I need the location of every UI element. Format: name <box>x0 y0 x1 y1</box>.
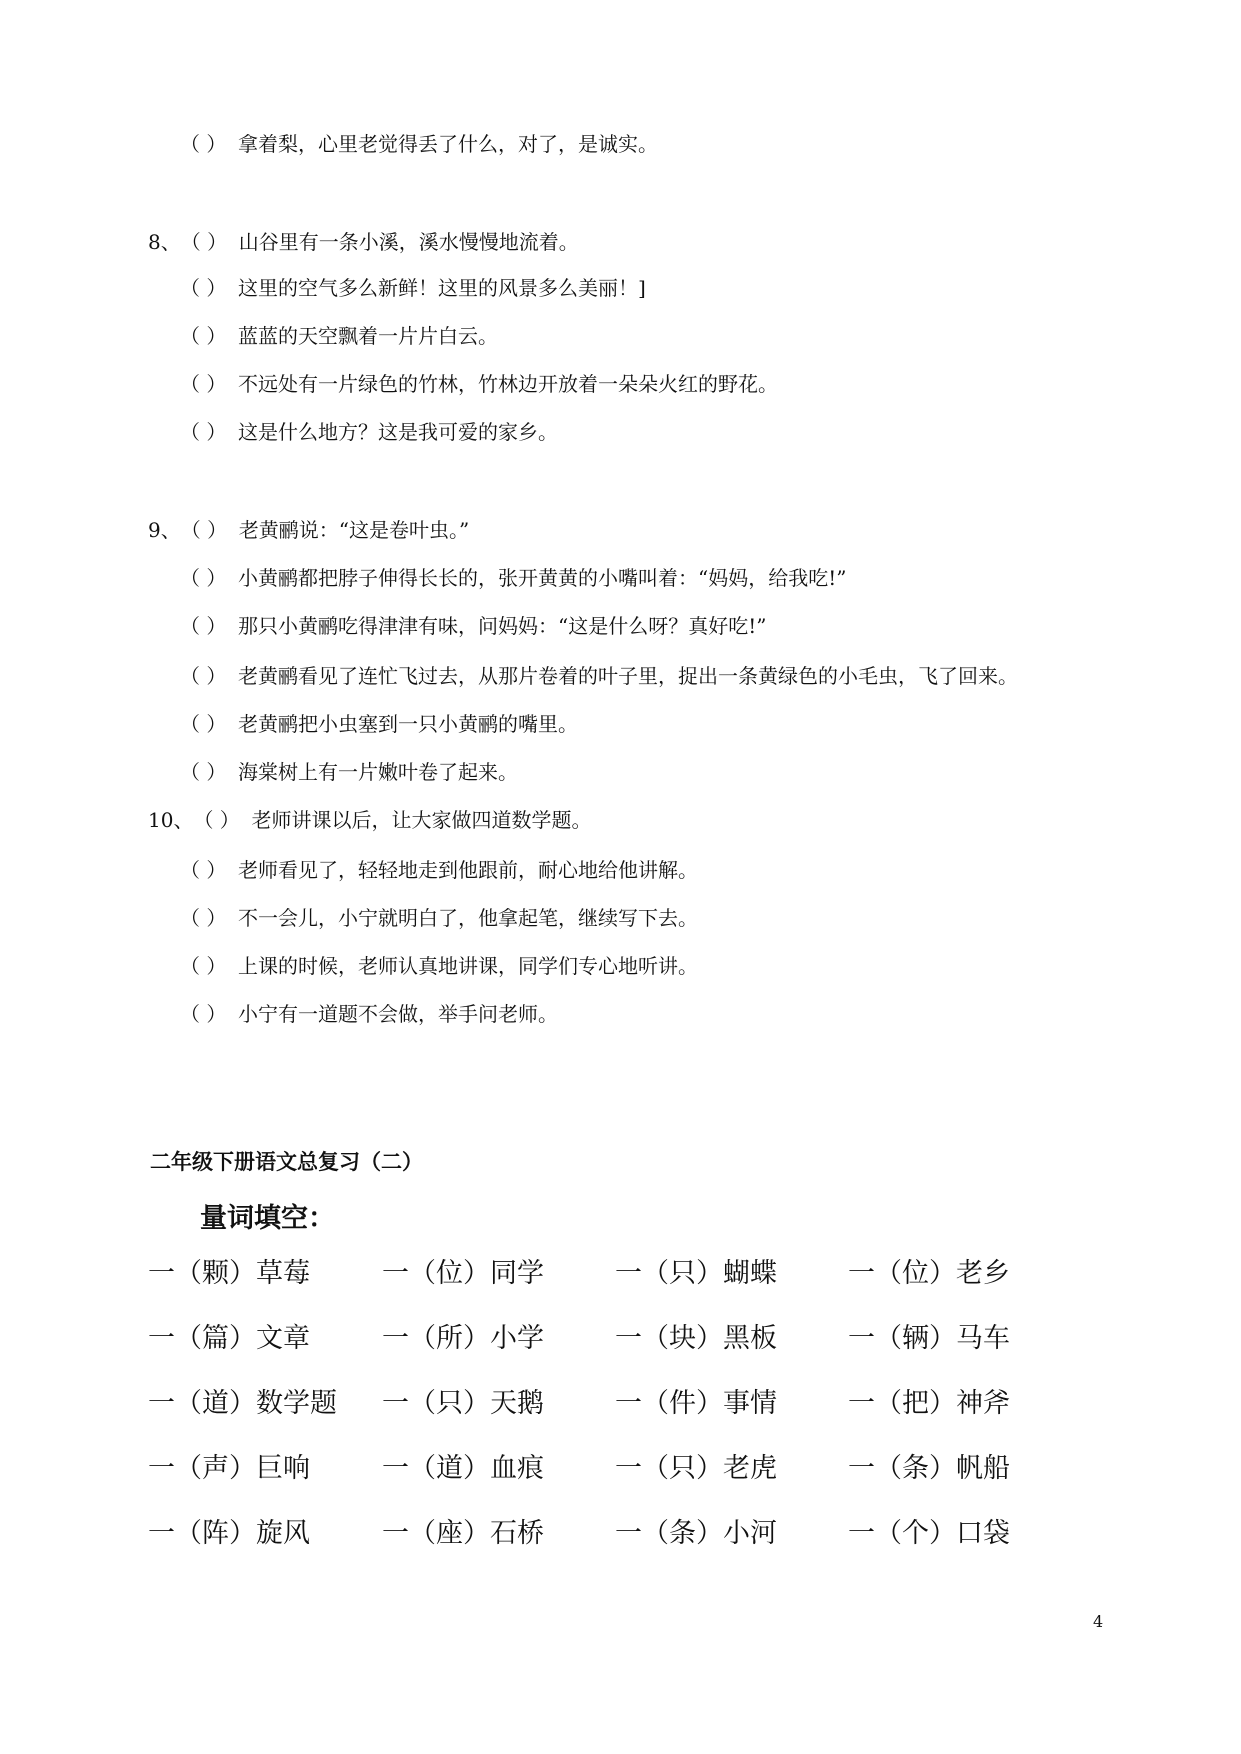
answer-parentheses: （ ） <box>180 230 228 254</box>
measure-word-item: 一（辆）马车 <box>848 1323 1010 1354</box>
answer-parentheses: （ ） <box>180 614 227 638</box>
question-8-line-1 <box>148 228 579 256</box>
question-9-line-5 <box>180 710 578 738</box>
answer-parentheses: （ ） <box>180 276 227 300</box>
measure-word-item: 一（座）石桥 <box>382 1518 544 1549</box>
sentence-text: 老师讲课以后，让大家做四道数学题。 <box>251 808 592 832</box>
measure-word-item: 一（道）血痕 <box>382 1453 544 1484</box>
question-9-line-1 <box>148 516 469 544</box>
measure-word-item: 一（阵）旋风 <box>148 1518 310 1549</box>
measure-word-item: 一（位）老乡 <box>848 1258 1010 1289</box>
question-9-line-4 <box>180 662 1018 690</box>
answer-parentheses: （ ） <box>180 906 227 930</box>
question-9-line-2 <box>180 564 847 592</box>
measure-word-item: 一（只）天鹅 <box>382 1388 544 1419</box>
measure-word-item: 一（块）黑板 <box>615 1323 777 1354</box>
question-10-line-1 <box>148 806 591 834</box>
sentence-line <box>180 130 658 158</box>
measure-word-item: 一（把）神斧 <box>848 1388 1010 1419</box>
question-8-line-4 <box>180 370 778 398</box>
question-number: 10、 <box>148 808 194 832</box>
measure-word-item: 一（颗）草莓 <box>148 1258 310 1289</box>
sentence-text: 海棠树上有一片嫩叶卷了起来。 <box>238 760 518 784</box>
measure-word-item: 一（件）事情 <box>615 1388 777 1419</box>
sentence-text: 不远处有一片绿色的竹林，竹林边开放着一朵朵火红的野花。 <box>238 372 778 396</box>
answer-parentheses: （ ） <box>193 808 240 832</box>
sentence-text: 那只小黄鹂吃得津津有味，问妈妈：“这是什么呀？真好吃!” <box>238 614 767 638</box>
question-8-line-3 <box>180 322 498 350</box>
sentence-text: 不一会儿，小宁就明白了，他拿起笔，继续写下去。 <box>238 906 698 930</box>
answer-parentheses: （ ） <box>180 954 227 978</box>
sentence-text: 上课的时候，老师认真地讲课，同学们专心地听讲。 <box>238 954 698 978</box>
question-8-line-5 <box>180 418 558 446</box>
page-number: 4 <box>1093 1612 1104 1631</box>
answer-parentheses: （ ） <box>180 858 227 882</box>
answer-parentheses: （ ） <box>180 712 227 736</box>
answer-parentheses: （ ） <box>180 132 227 156</box>
sentence-text: 拿着梨，心里老觉得丢了什么，对了，是诚实。 <box>238 132 658 156</box>
question-10-line-5 <box>180 1000 558 1028</box>
measure-word-item: 一（位）同学 <box>382 1258 544 1289</box>
section-title: 二年级下册语文总复习（二） <box>150 1150 423 1174</box>
question-number: 9、 <box>148 518 181 542</box>
answer-parentheses: （ ） <box>180 518 228 542</box>
measure-word-item: 一（道）数学题 <box>148 1388 337 1419</box>
sentence-text: 老师看见了，轻轻地走到他跟前，耐心地给他讲解。 <box>238 858 698 882</box>
sentence-text: 小黄鹂都把脖子伸得长长的，张开黄黄的小嘴叫着：“妈妈，给我吃!” <box>238 566 847 590</box>
measure-word-item: 一（所）小学 <box>382 1323 544 1354</box>
question-9-line-6 <box>180 758 518 786</box>
answer-parentheses: （ ） <box>180 1002 227 1026</box>
answer-parentheses: （ ） <box>180 324 227 348</box>
question-number: 8、 <box>148 230 181 254</box>
question-8-line-2 <box>180 274 646 302</box>
sentence-text: 这是什么地方？这是我可爱的家乡。 <box>238 420 558 444</box>
answer-parentheses: （ ） <box>180 372 227 396</box>
measure-word-item: 一（条）帆船 <box>848 1453 1010 1484</box>
sentence-text: 这里的空气多么新鲜！这里的风景多么美丽！] <box>238 276 646 300</box>
measure-word-item: 一（个）口袋 <box>848 1518 1010 1549</box>
question-10-line-3 <box>180 904 698 932</box>
sentence-text: 蓝蓝的天空飘着一片片白云。 <box>238 324 498 348</box>
measure-word-item: 一（条）小河 <box>615 1518 777 1549</box>
answer-parentheses: （ ） <box>180 664 227 688</box>
subtitle: 量词填空： <box>200 1203 335 1234</box>
sentence-text: 山谷里有一条小溪，溪水慢慢地流着。 <box>238 230 579 254</box>
sentence-text: 老黄鹂看见了连忙飞过去，从那片卷着的叶子里，捉出一条黄绿色的小毛虫，飞了回来。 <box>238 664 1018 688</box>
sentence-text: 小宁有一道题不会做，举手问老师。 <box>238 1002 558 1026</box>
answer-parentheses: （ ） <box>180 760 227 784</box>
answer-parentheses: （ ） <box>180 566 227 590</box>
measure-word-item: 一（只）老虎 <box>615 1453 777 1484</box>
question-9-line-3 <box>180 612 767 640</box>
measure-word-item: 一（篇）文章 <box>148 1323 310 1354</box>
question-10-line-4 <box>180 952 698 980</box>
sentence-text: 老黄鹂把小虫塞到一只小黄鹂的嘴里。 <box>238 712 578 736</box>
question-10-line-2 <box>180 856 698 884</box>
sentence-text: 老黄鹂说：“这是卷叶虫。” <box>238 518 470 542</box>
answer-parentheses: （ ） <box>180 420 227 444</box>
measure-word-item: 一（声）巨响 <box>148 1453 310 1484</box>
measure-word-item: 一（只）蝴蝶 <box>615 1258 777 1289</box>
